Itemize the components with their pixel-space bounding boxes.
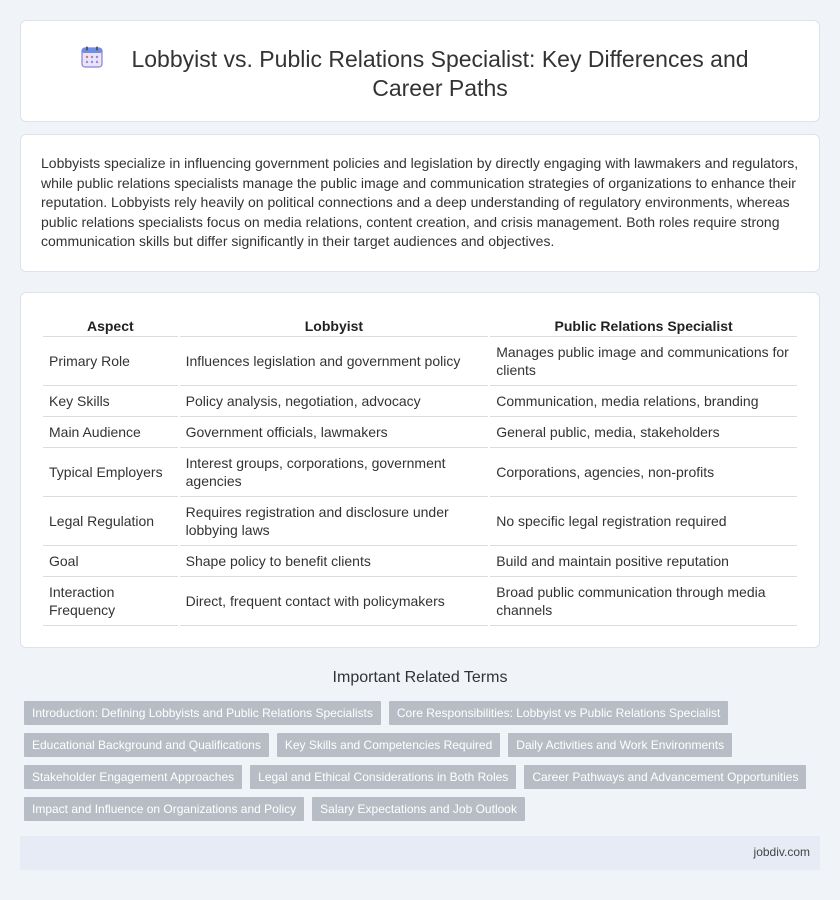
related-term-tag[interactable]: Core Responsibilities: Lobbyist vs Public Relations Specialist bbox=[389, 701, 728, 725]
table-cell: Communication, media relations, branding bbox=[490, 386, 797, 417]
table-row bbox=[43, 546, 797, 577]
table-cell: Corporations, agencies, non-profits bbox=[490, 448, 797, 497]
table-cell: Manages public image and communications for clients bbox=[490, 337, 797, 386]
related-term-tag[interactable]: Introduction: Defining Lobbyists and Public Relations Specialists bbox=[24, 701, 381, 725]
table-header-row bbox=[43, 313, 797, 337]
table-cell: Build and maintain positive reputation bbox=[490, 546, 797, 577]
header-card bbox=[20, 20, 820, 122]
table-row bbox=[43, 497, 797, 546]
table-row bbox=[43, 337, 797, 386]
table-cell: Interaction Frequency bbox=[43, 577, 178, 626]
footer bbox=[20, 836, 820, 870]
table-cell: Policy analysis, negotiation, advocacy bbox=[180, 386, 489, 417]
table-row bbox=[43, 448, 797, 497]
related-term-tag[interactable]: Legal and Ethical Considerations in Both Roles bbox=[250, 765, 516, 789]
column-header: Aspect bbox=[43, 313, 178, 337]
table-cell: Interest groups, corporations, government agencies bbox=[180, 448, 489, 497]
column-header: Lobbyist bbox=[180, 313, 489, 337]
comparison-card bbox=[20, 292, 820, 648]
related-term-tag[interactable]: Salary Expectations and Job Outlook bbox=[312, 797, 525, 821]
intro-paragraph: Lobbyists specialize in influencing government policies and legislation by directly engaging with lawmakers and regulators, while public relations specialists manage the public image and communication strategies of organizations to enhance their reputation. Lobbyists rely heavily on political connections and a deep understanding of regulatory environments, whereas public relations specialists focus on media relations, content creation, and crisis management. Both roles require strong communication skills but differ significantly in their target audiences and objectives. bbox=[41, 155, 799, 249]
table-cell: Requires registration and disclosure under lobbying laws bbox=[180, 497, 489, 546]
table-cell: General public, media, stakeholders bbox=[490, 417, 797, 448]
table-cell: Influences legislation and government policy bbox=[180, 337, 489, 386]
table-cell: Typical Employers bbox=[43, 448, 178, 497]
related-term-tag[interactable]: Key Skills and Competencies Required bbox=[277, 733, 500, 757]
intro-card bbox=[20, 134, 820, 272]
table-cell: Key Skills bbox=[43, 386, 178, 417]
table-cell: No specific legal registration required bbox=[490, 497, 797, 546]
table-cell: Legal Regulation bbox=[43, 497, 178, 546]
table-cell: Direct, frequent contact with policymakers bbox=[180, 577, 489, 626]
table-cell: Main Audience bbox=[43, 417, 178, 448]
comparison-table bbox=[41, 313, 799, 626]
table-cell: Primary Role bbox=[43, 337, 178, 386]
table-row bbox=[43, 417, 797, 448]
related-term-tag[interactable]: Educational Background and Qualifications bbox=[24, 733, 269, 757]
related-term-tag[interactable]: Career Pathways and Advancement Opportunities bbox=[524, 765, 806, 789]
related-terms-list bbox=[24, 701, 824, 829]
page-title: Lobbyist vs. Public Relations Specialist: Key Differences and Career Paths bbox=[131, 46, 749, 101]
table-cell: Shape policy to benefit clients bbox=[180, 546, 489, 577]
related-terms-heading: Important Related Terms bbox=[332, 669, 508, 686]
related-term-tag[interactable]: Daily Activities and Work Environments bbox=[508, 733, 732, 757]
table-cell: Broad public communication through media channels bbox=[490, 577, 797, 626]
column-header: Public Relations Specialist bbox=[490, 313, 797, 337]
related-term-tag[interactable]: Stakeholder Engagement Approaches bbox=[24, 765, 242, 789]
table-cell: Goal bbox=[43, 546, 178, 577]
table-row bbox=[43, 577, 797, 626]
table-cell: Government officials, lawmakers bbox=[180, 417, 489, 448]
site-name[interactable]: jobdiv.com bbox=[753, 845, 810, 859]
table-row bbox=[43, 386, 797, 417]
related-term-tag[interactable]: Impact and Influence on Organizations and Policy bbox=[24, 797, 304, 821]
